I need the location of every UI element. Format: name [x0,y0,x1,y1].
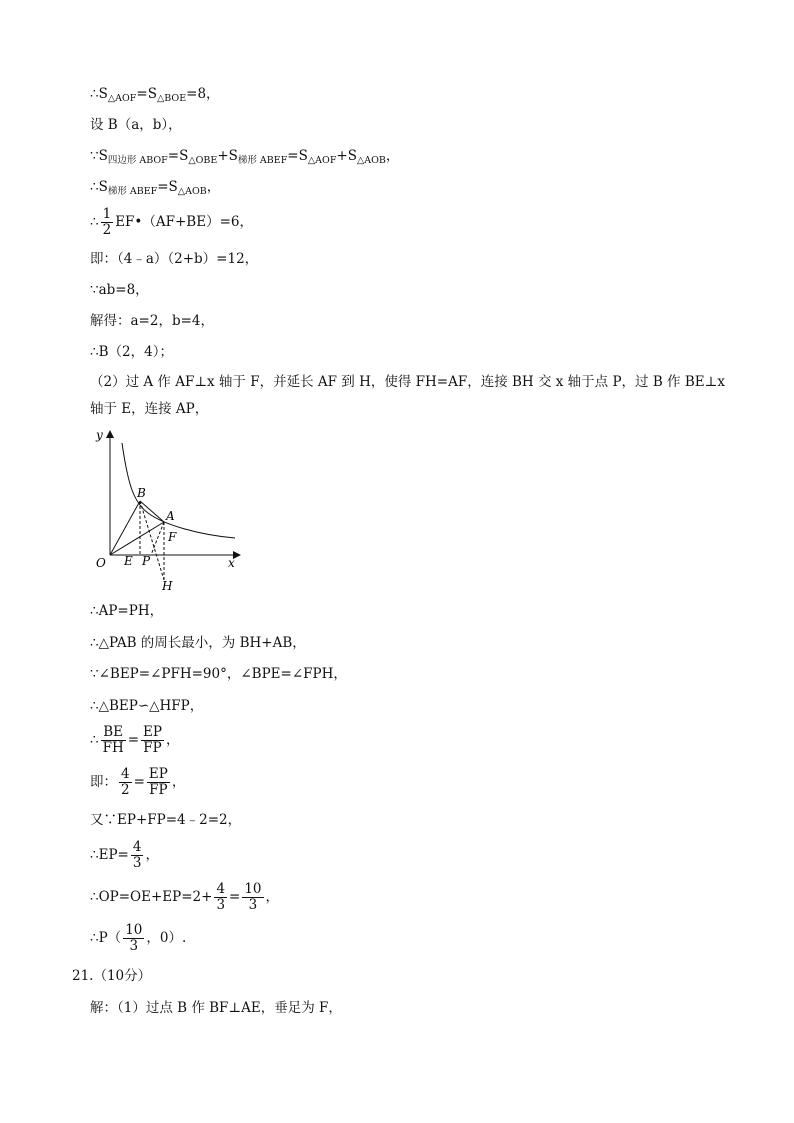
label-a: A [166,509,175,523]
step-ab: ∵ab=8， [90,282,149,298]
label-h: H [162,579,173,593]
step-half-ef: ∴ $\frac{1}{2}$ EF•（AF+BE）=6， [90,206,253,238]
step-ratio: ∴ $\frac{BE}{FH}$ = $\frac{EP}{FP}$ ， [90,724,180,756]
label-o: O [96,556,106,570]
question-21-header: 21.（10分） [72,968,152,984]
step-angles: ∵∠BEP=∠PFH=90°，∠BPE=∠FPH， [90,666,347,682]
fraction: $\frac{EP}{FP}$ [143,724,162,756]
step-solve: 解得：a=2，b=4， [90,313,214,329]
step-area-decomposition: $\because S_{四边形 ABOF}=S_{\triangle OBE}+S_{梯形 ABEF}=S_{\triangle AOF}+S_{\triangle AOB}$， [90,148,400,166]
step-similar: ∴△BEP∽△HFP， [90,698,204,714]
part2-construction: （2）过 A 作 AF⊥x 轴于 F，并延长 AF 到 H，使得 FH=AF，连接 BH 交 x 轴于点 P，过 B 作 BE⊥x 轴于 E，连接 AP， [90,374,725,417]
step-p-coord: ∴P（ $\frac{10}{3}$ ，0）. [90,922,187,954]
segment-oa [110,522,164,555]
label-f: F [168,530,177,544]
step-perimeter-min: ∴△PAB 的周长最小，为 BH+AB， [90,635,306,651]
fraction: $\frac{1}{2}$ [102,206,112,238]
question-21-step1: 解：（1）过点 B 作 BF⊥AE，垂足为 F， [90,1000,342,1016]
fraction: $\frac{BE}{FH}$ [102,724,124,756]
fraction: $\frac{4}{3}$ [216,881,226,913]
label-p: P [142,554,151,568]
segment-ap [151,522,164,555]
label-y: y [96,428,103,442]
step-trapezoid-area: $\therefore S_{梯形 ABEF}=S_{\triangle AOB}$， [90,179,221,197]
label-e: E [124,554,133,568]
geometry-figure [90,425,250,593]
fraction: $\frac{4}{2}$ [121,766,130,798]
step-ep-fp-sum: 又∵EP+FP=4﹣2=2， [90,812,242,828]
segment-bh [140,501,164,580]
label-x: x [228,556,235,570]
step-ratio-values: 即： $\frac{4}{2}$ = $\frac{EP}{FP}$ ， [90,766,186,798]
step-set-b: 设 B（a，b）， [90,117,182,133]
fraction: $\frac{4}{3}$ [132,839,142,871]
step-ap-ph: ∴AP=PH， [90,603,164,619]
step-equation: 即：（4﹣a）（2+b）=12， [90,251,259,267]
fraction: $\frac{10}{3}$ [244,881,262,913]
step-ep-value: ∴EP= $\frac{4}{3}$ ， [90,839,159,871]
fraction: $\frac{10}{3}$ [125,922,143,954]
segment-ob [110,501,140,555]
label-b: B [137,486,146,500]
fraction: $\frac{EP}{FP}$ [148,766,168,798]
step-area-equal: $\therefore S_{\triangle AOF}=S_{\triangle BOE}=8$， [90,86,220,104]
step-op-value: ∴OP=OE+EP=2+ $\frac{4}{3}$ = $\frac{10}{3}$ ， [90,881,280,913]
step-b-coord: ∴B（2，4）； [90,344,173,360]
